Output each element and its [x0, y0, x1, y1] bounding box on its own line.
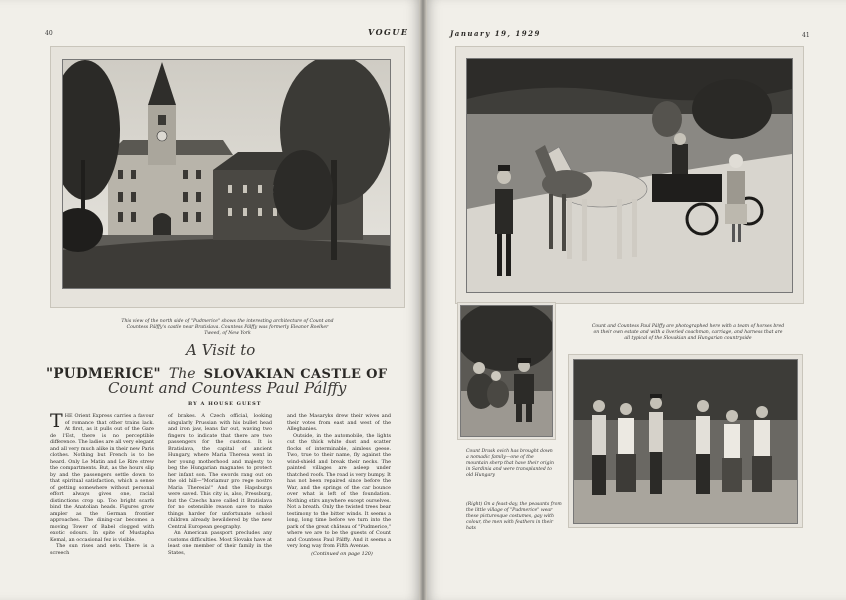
castle-caption: This view of the north side of "Pudmerice" shows the interesting architecture of Count and Countess Pálffy's castle near Bratislava. Countess Pálffy was formerly Eleanor Roelker Tweed, of New York — [121, 319, 334, 336]
article-column-3 — [287, 413, 391, 557]
article-column-2 — [168, 413, 272, 556]
byline: BY A HOUSE GUEST — [188, 401, 262, 407]
family-photo — [460, 305, 553, 437]
headline-main-text: SLOVAKIAN CASTLE OF — [203, 367, 388, 382]
issue-date: January 19, 1929 — [450, 29, 541, 38]
paragraph: Outside, in the automobile, the lights cut the thick white dust and scatter flocks of interminable, aimless geese. Two, true to their name, fly against the wind-shield and break their necks. The painted villages are asleep under thatched roofs. The road is very bumpy. It has not been repaired since before the War, and the springs of the car bounce over what is left of the foundation. Nothing stirs anywhere except ourselves. Not a breath. Only the twisted trees bear testimony to the bitter winds. It seems a long, long time before we turn into the park of the great château of "Pudmerice," where we are to be the guests of Count and Countess Paul Pálffy. And it seems a very long way from Fifth Avenue. — [287, 432, 391, 549]
carriage-illustration — [467, 59, 792, 292]
paragraph: and the Masaryks drew their wives and their votes from east and west of the Alleghanies. — [287, 413, 391, 432]
carriage-caption: Count and Countess Paul Pálffy are photographed here with a team of horses bred on their own estate and with a liveried coachman, carriage, and harness that are all typical of the Slovakian and Hungarian countryside — [591, 324, 785, 341]
book-spine — [419, 0, 427, 600]
magazine-title: VOGUE — [368, 27, 409, 37]
headline-kicker: A Visit to — [186, 341, 256, 359]
peasants-illustration — [574, 360, 797, 523]
headline-names: Count and Countess Paul Pálffy — [108, 379, 347, 397]
paragraph: The sun rises and sets. There is a screech — [50, 543, 154, 556]
right-page-number: 41 — [802, 32, 810, 39]
peasants-caption: (Right) On a feast-day, the peasants from the little village of "Pudmerice" wear these picturesque costumes, gay with colour, the men with feathers in their hats — [466, 502, 562, 531]
paragraph: An American passport precludes any customs difficulties. Most Slovaks have at least one member of their family in the States, — [168, 530, 272, 556]
left-page-number: 40 — [45, 30, 53, 37]
headline-the: The — [168, 366, 196, 382]
drop-cap: T — [50, 410, 63, 432]
peasants-photo — [573, 359, 798, 524]
headline-castle-name: "PUDMERICE" — [46, 366, 161, 382]
article-column-1 — [50, 410, 154, 556]
castle-illustration — [63, 60, 390, 288]
castle-photo — [62, 59, 391, 289]
continued-note: (Continued on page 120) — [311, 550, 373, 557]
family-illustration — [461, 306, 552, 436]
family-caption: Count Drask ovich has brought down a nomadic family—one of the mountain sherp that have their origin in Sardinia and were transplanted to old Hungary — [466, 449, 554, 478]
paragraph: of brakes. A Czech official, looking singularly Prussian with his bullet head and iron jaw, leans far out, waving two fingers to indicate that there are two passengers for the customs. It is Bratislava, the capital of ancient Hungary, where Maria Theresa went in her young motherhood and majesty to beg the Hungarian magnates to protect her infant son. The swords rang out on the old hill—"Moriamur pro rege nostro Maria Theresia!" And the Hapsburgs were saved. This city is, also, Pressburg, but the Czechs have called it Bratislava for no ostensible reason save to make things harder for unfortunate school children already bewildered by the new Central European geography. — [168, 413, 272, 530]
paragraph: HE Orient Express carries a favour of romance that other trains lack. At first, as it pulls out of the Gare de l'Est, there is no perceptible difference. The ladies are all very elegant and all very much alike in their new Paris clothes. Nothing but French is to be heard. Only Le Matin and Le Rire strew the compartments. But, as the hours slip by and the passengers settle down to that spiritual satisfaction, which a sense of getting somewhere without personal effort always gives one, racial distinctions crop up. Too bright scarfs bind the Anatolian heads. Figures grow ampler as the German frontier approaches. The dining-car becomes a moving Tower of Babel clogged with exotic odours. In spite of Mustapha Kemal, an occasional fez is visible. — [50, 413, 154, 543]
carriage-photo — [466, 58, 793, 293]
